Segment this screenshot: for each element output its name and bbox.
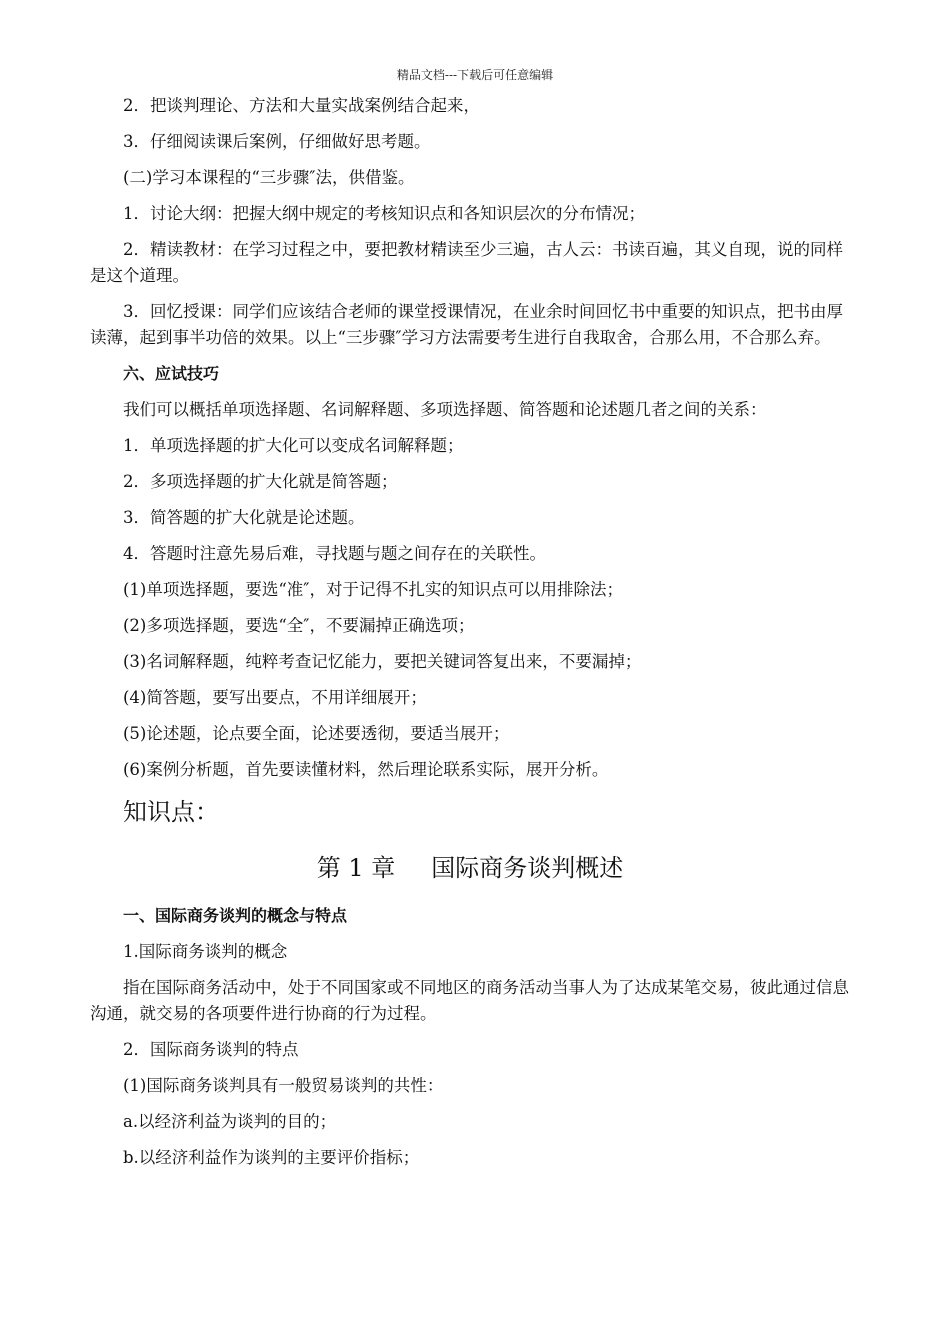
list-item: 2．多项选择题的扩大化就是简答题；	[123, 472, 398, 491]
list-item: 4．答题时注意先易后难，寻找题与题之间存在的关联性。	[123, 544, 546, 563]
page-header: 精品文档---下载后可任意编辑	[396, 68, 554, 82]
list-item: 3．简答题的扩大化就是论述题。	[123, 508, 365, 527]
paragraph: 3．回忆授课：同学们应该结合老师的课堂授课情况，在业余时间回忆书中重要的知识点，把书由厚读薄，起到事半功倍的效果。以上“三步骤″学习方法需要考生进行自我取舍，合那么用，不合那么弃。	[90, 302, 843, 347]
chapter-number: 第 1 章	[316, 854, 396, 882]
paragraph: 1.国际商务谈判的概念	[123, 942, 288, 961]
list-item: (5)论述题，论点要全面，论述要透彻，要适当展开；	[123, 724, 510, 743]
paragraph: 我们可以概括单项选择题、名词解释题、多项选择题、简答题和论述题几者之间的关系：	[123, 400, 767, 419]
section-heading: 六、应试技巧	[123, 364, 220, 383]
list-item: 1．单项选择题的扩大化可以变成名词解释题；	[123, 436, 464, 455]
paragraph: 2．把谈判理论、方法和大量实战案例结合起来，	[123, 96, 480, 115]
chapter-title: 国际商务谈判概述	[431, 854, 624, 882]
list-item: b.以经济利益作为谈判的主要评价指标；	[123, 1148, 420, 1167]
paragraph: 1．讨论大纲：把握大纲中规定的考核知识点和各知识层次的分布情况；	[123, 204, 645, 223]
paragraph: 2．精读教材：在学习过程之中，要把教材精读至少三遍，古人云：书读百遍，其义自现，说的同样是这个道理。	[90, 240, 843, 285]
paragraph: 3．仔细阅读课后案例，仔细做好思考题。	[123, 132, 431, 151]
list-item: a.以经济利益为谈判的目的；	[123, 1112, 337, 1131]
paragraph: 指在国际商务活动中，处于不同国家或不同地区的商务活动当事人为了达成某笔交易，彼此通过信息沟通，就交易的各项要件进行协商的行为过程。	[90, 978, 849, 1023]
document-body	[90, 93, 850, 1181]
section-heading: 一、国际商务谈判的概念与特点	[123, 906, 348, 925]
paragraph: 2．国际商务谈判的特点	[123, 1040, 299, 1059]
paragraph: (二)学习本课程的“三步骤″法，供借鉴。	[123, 168, 415, 187]
list-item: (1)单项选择题，要选“准″，对于记得不扎实的知识点可以用排除法；	[123, 580, 623, 599]
list-item: (3)名词解释题，纯粹考查记忆能力，要把关键词答复出来，不要漏掉；	[123, 652, 642, 671]
list-item: (2)多项选择题，要选“全″，不要漏掉正确选项；	[123, 616, 475, 635]
paragraph: (1)国际商务谈判具有一般贸易谈判的共性：	[123, 1076, 444, 1095]
list-item: (4)简答题，要写出要点，不用详细展开；	[123, 688, 427, 707]
chapter-heading	[90, 851, 850, 885]
knowledge-title: 知识点：	[123, 798, 219, 826]
list-item: (6)案例分析题，首先要读懂材料，然后理论联系实际，展开分析。	[123, 760, 609, 779]
